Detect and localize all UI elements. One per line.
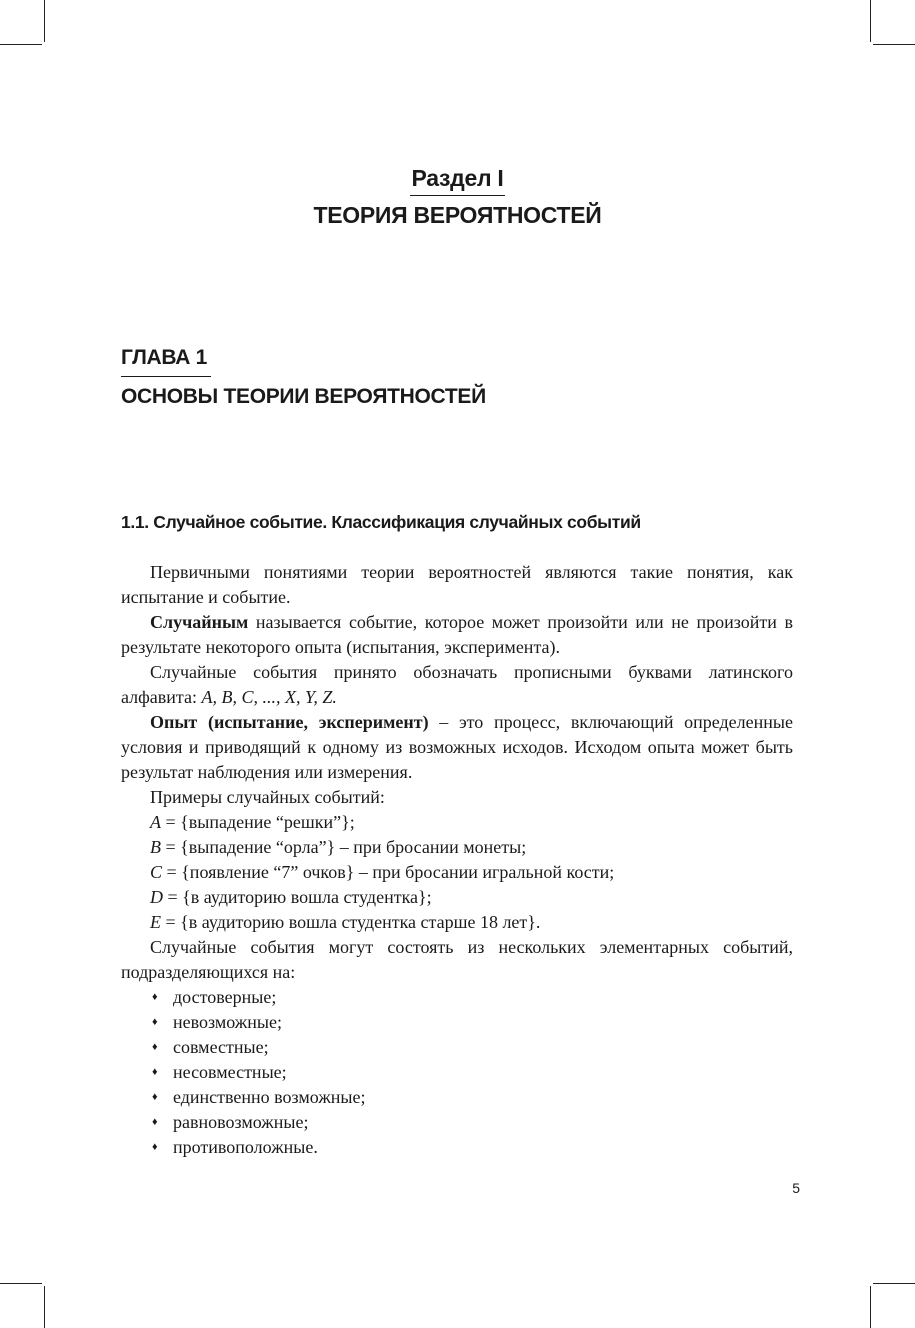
paragraph-text: Случайные события принято обозначать прописными буквами латинского алфавита: bbox=[121, 662, 793, 707]
list-item: ♦ единственно возможные; bbox=[150, 1085, 793, 1110]
example-event bbox=[150, 835, 793, 860]
event-variable: E bbox=[150, 912, 161, 932]
paragraph bbox=[121, 710, 793, 785]
term-bold: Случайным bbox=[150, 612, 249, 632]
section-title: ТЕОРИЯ ВЕРОЯТНОСТЕЙ bbox=[313, 202, 602, 228]
crop-mark bbox=[0, 1283, 42, 1284]
crop-mark bbox=[873, 1283, 915, 1284]
paragraph: Первичными понятиями теории вероятностей являются такие понятия, как испытание и событие. bbox=[121, 562, 793, 607]
paragraph: Случайные события могут состоять из нескольких элементарных событий, подразделяющихся на: bbox=[121, 937, 793, 982]
example-event bbox=[150, 860, 793, 885]
crop-mark bbox=[44, 1286, 45, 1328]
paragraph bbox=[121, 610, 793, 660]
list-item: ♦ несовместные; bbox=[150, 1060, 793, 1085]
paragraph: Примеры случайных событий: bbox=[150, 787, 385, 807]
crop-mark bbox=[873, 44, 915, 45]
event-types-list bbox=[121, 985, 793, 1160]
chapter-title: ОСНОВЫ ТЕОРИИ ВЕРОЯТНОСТЕЙ bbox=[121, 385, 486, 408]
crop-mark bbox=[870, 0, 871, 42]
event-definition: = {в аудиторию вошла студентка}; bbox=[163, 887, 432, 907]
section-heading bbox=[0, 163, 915, 230]
list-item: ♦ противоположные. bbox=[150, 1135, 793, 1160]
event-variable: A bbox=[150, 812, 161, 832]
paragraph-text: – это процесс, включающий определенные условия и приводящий к одному из возможных исходов. Исходом опыта может быть результат наблюдения или измерения. bbox=[121, 712, 793, 782]
example-event bbox=[150, 810, 793, 835]
chapter-label: ГЛАВА 1 bbox=[121, 344, 211, 377]
list-item: ♦ равновозможные; bbox=[150, 1110, 793, 1135]
latin-letters: A, B, C, ..., X, Y, Z. bbox=[201, 687, 337, 707]
event-variable: D bbox=[150, 887, 163, 907]
body-text bbox=[121, 560, 793, 1160]
crop-mark bbox=[0, 44, 42, 45]
list-item: ♦ совместные; bbox=[150, 1035, 793, 1060]
page-number: 5 bbox=[792, 1180, 800, 1196]
subsection-title: 1.1. Случайное событие. Классификация случайных событий bbox=[121, 512, 641, 532]
chapter-heading bbox=[121, 344, 486, 411]
list-item: ♦ достоверные; bbox=[150, 985, 793, 1010]
crop-mark bbox=[44, 0, 45, 42]
example-event bbox=[150, 910, 793, 935]
list-item: ♦ невозможные; bbox=[150, 1010, 793, 1035]
event-variable: C bbox=[150, 862, 163, 882]
paragraph-text: называется событие, которое может произойти или не произойти в результате некоторого опыта (испытания, эксперимента). bbox=[121, 612, 793, 657]
event-definition: = {в аудиторию вошла студентка старше 18 лет}. bbox=[161, 912, 541, 932]
crop-mark bbox=[870, 1286, 871, 1328]
paragraph bbox=[121, 660, 793, 710]
event-variable: B bbox=[150, 837, 161, 857]
event-definition: = {появление “7” очков} – при бросании игральной кости; bbox=[162, 862, 615, 882]
example-event bbox=[150, 885, 793, 910]
event-definition: = {выпадение “орла”} – при бросании монеты; bbox=[161, 837, 527, 857]
term-bold: Опыт (испытание, эксперимент) bbox=[150, 712, 429, 732]
section-label: Раздел I bbox=[410, 163, 506, 196]
event-definition: = {выпадение “решки”}; bbox=[161, 812, 355, 832]
